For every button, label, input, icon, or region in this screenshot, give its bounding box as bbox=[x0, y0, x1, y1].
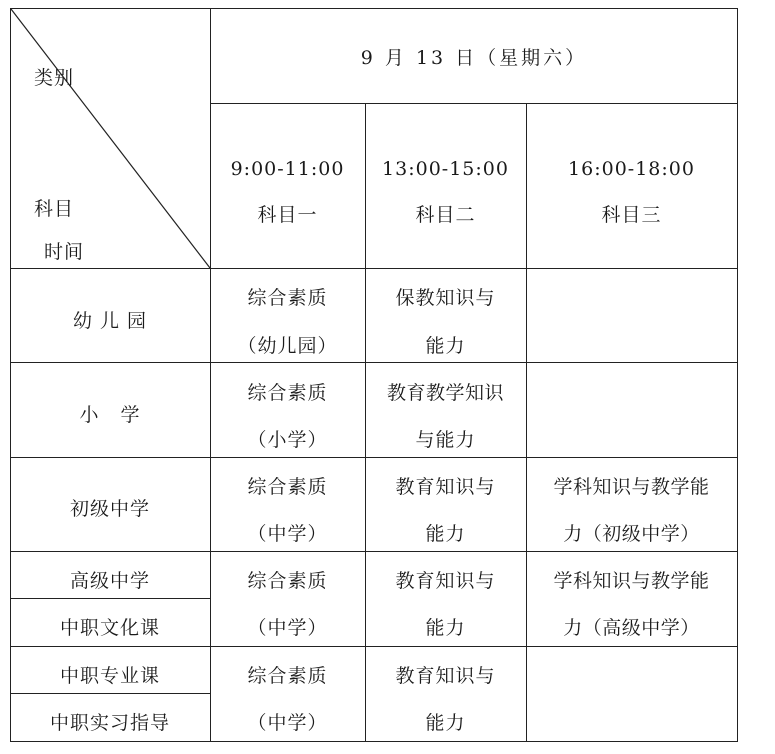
subject-one-cell: （中学） bbox=[247, 523, 328, 545]
subject-one-cell: 综合素质 bbox=[247, 665, 328, 687]
subject-two-cell: 教育知识与 bbox=[395, 665, 496, 687]
category-cell: 初级中学 bbox=[69, 498, 150, 520]
subject-label: 科目 bbox=[34, 198, 75, 220]
exam-date: 9 月 13 日（星期六） bbox=[360, 47, 588, 69]
category-cell: 中职专业课 bbox=[59, 665, 160, 687]
subject-three-cell: 力（高级中学） bbox=[563, 617, 700, 639]
subject-two-cell: 与能力 bbox=[415, 429, 476, 451]
subject-three-cell: 学科知识与教学能 bbox=[553, 476, 710, 498]
subject-one-cell: 综合素质 bbox=[247, 570, 328, 592]
subject-three-cell: 力（初级中学） bbox=[563, 523, 700, 545]
subject-three-cell: 学科知识与教学能 bbox=[553, 570, 710, 592]
subject-one-cell: （幼儿园） bbox=[237, 335, 338, 357]
subject-one-cell: 综合素质 bbox=[247, 287, 328, 309]
slot-time-3: 16:00-18:00 bbox=[568, 158, 695, 180]
subject-two-cell: 能力 bbox=[425, 712, 466, 734]
subject-two-cell: 能力 bbox=[425, 523, 466, 545]
subject-two-cell: 教育教学知识 bbox=[386, 382, 504, 404]
slot-time-1: 9:00-11:00 bbox=[230, 158, 345, 180]
subject-one-cell: （小学） bbox=[247, 429, 328, 451]
category-cell: 小 学 bbox=[79, 404, 141, 426]
category-cell: 中职实习指导 bbox=[49, 712, 170, 734]
subject-one-cell: （中学） bbox=[247, 712, 328, 734]
category-cell: 幼 儿 园 bbox=[72, 310, 148, 332]
time-label: 时间 bbox=[44, 241, 85, 263]
subject-two-cell: 能力 bbox=[425, 335, 466, 357]
subject-two-cell: 教育知识与 bbox=[395, 476, 496, 498]
subject-one-cell: 综合素质 bbox=[247, 476, 328, 498]
slot-subject-1: 科目一 bbox=[257, 204, 318, 226]
slot-time-2: 13:00-15:00 bbox=[382, 158, 509, 180]
category-label: 类别 bbox=[34, 67, 75, 89]
subject-one-cell: （中学） bbox=[247, 617, 328, 639]
category-cell: 高级中学 bbox=[69, 570, 150, 592]
category-cell: 中职文化课 bbox=[59, 617, 160, 639]
subject-two-cell: 教育知识与 bbox=[395, 570, 496, 592]
subject-two-cell: 能力 bbox=[425, 617, 466, 639]
slot-subject-2: 科目二 bbox=[415, 204, 476, 226]
subject-two-cell: 保教知识与 bbox=[395, 287, 496, 309]
slot-subject-3: 科目三 bbox=[601, 204, 662, 226]
subject-one-cell: 综合素质 bbox=[247, 382, 328, 404]
